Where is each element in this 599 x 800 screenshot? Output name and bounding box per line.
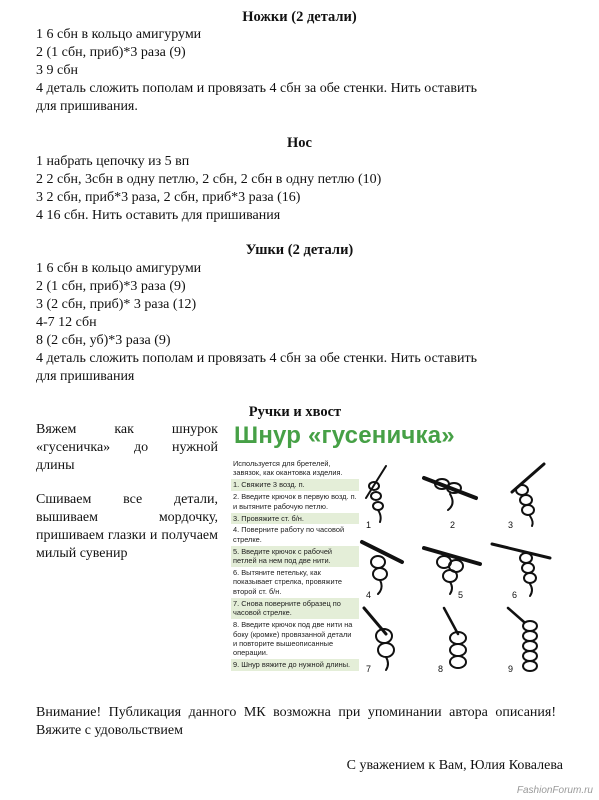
notice-text: Внимание! Публикация данного МК возможна при упоминании автора описания! Вяжите с удовольствием	[36, 705, 556, 738]
section-title-arms: Ручки и хвост	[248, 404, 342, 420]
ears-row-4: 4-7 12 сбн	[36, 315, 97, 330]
diagram-number: 3	[508, 520, 514, 530]
step-diagram-7	[364, 608, 394, 670]
figure-step: 2. Введите крючок в первую возд. п. и вытяните рабочую петлю.	[233, 492, 357, 511]
figure-step: 8. Введите крючок под две нити на боку (кромке) провязанной детали и повторите вышеописанные операции.	[233, 620, 353, 658]
diagram-number: 9	[508, 664, 514, 674]
legs-row-1: 1 6 сбн в кольцо амигуруми	[36, 27, 202, 42]
nose-row-1: 1 набрать цепочку из 5 вп	[36, 154, 190, 169]
diagram-number: 2	[450, 520, 456, 530]
caterpillar-cord-figure	[228, 420, 558, 682]
figure-title: Шнур «гусеничка»	[234, 422, 455, 449]
crochet-step-diagrams	[358, 458, 554, 680]
diagram-number: 7	[366, 664, 372, 674]
diagram-number: 8	[438, 664, 444, 674]
diagram-number: 4	[366, 590, 372, 600]
nose-row-3: 3 2 сбн, приб*3 раза, 2 сбн, приб*3 раза (16)	[36, 190, 301, 205]
step-diagram-6	[492, 544, 550, 596]
figure-step: 7. Снова поверните образец по часовой стрелке.	[231, 598, 359, 619]
step-diagram-3	[512, 464, 544, 526]
legs-row-4-cont: для пришивания.	[36, 99, 138, 114]
ears-row-1: 1 6 сбн в кольцо амигуруми	[36, 261, 202, 276]
figure-step: 6. Вытяните петельку, как показывает стрелка, провяжите второй ст. б/н.	[233, 568, 343, 596]
watermark: FashionForum.ru	[516, 785, 593, 796]
figure-steps	[231, 458, 359, 671]
nose-row-4: 4 16 сбн. Нить оставить для пришивания	[36, 208, 281, 223]
figure-step: 1. Свяжите 3 возд. п.	[231, 479, 359, 490]
assembly-instruction: Сшиваем все детали, вышиваем мордочку, пришиваем глазки и получаем милый сувенир	[36, 492, 218, 561]
figure-step: 3. Провяжите ст. б/н.	[231, 513, 359, 524]
diagram-number: 6	[512, 590, 518, 600]
section-title-legs: Ножки (2 детали)	[242, 9, 357, 25]
legs-row-4: 4 деталь сложить пополам и провязать 4 сбн за обе стенки. Нить оставить	[36, 81, 477, 96]
legs-row-2: 2 (1 сбн, приб)*3 раза (9)	[36, 45, 186, 60]
ears-row-3: 3 (2 сбн, приб)* 3 раза (12)	[36, 297, 197, 312]
signature: С уважением к Вам, Юлия Ковалева	[346, 758, 563, 773]
step-diagram-8	[444, 608, 466, 668]
ears-row-5: 8 (2 сбн, уб)*3 раза (9)	[36, 333, 171, 348]
ears-row-6-cont: для пришивания	[36, 369, 135, 384]
diagram-number: 5	[458, 590, 464, 600]
step-diagram-4	[362, 542, 402, 594]
ears-row-2: 2 (1 сбн, приб)*3 раза (9)	[36, 279, 186, 294]
figure-step: 4. Поверните работу по часовой стрелке.	[233, 525, 345, 544]
diagram-number: 1	[366, 520, 372, 530]
figure-step: Используется для бретелей, завязок, как окантовка изделия.	[233, 459, 343, 478]
legs-row-3: 3 9 сбн	[36, 63, 78, 78]
figure-step: 9. Шнур вяжите до нужной длины.	[231, 659, 359, 670]
ears-row-6: 4 деталь сложить пополам и провязать 4 сбн за обе стенки. Нить оставить	[36, 351, 477, 366]
nose-row-2: 2 2 сбн, 3сбн в одну петлю, 2 сбн, 2 сбн в одну петлю (10)	[36, 172, 382, 187]
arms-instruction: Вяжем как шнурок «гусеничка» до нужной длины	[36, 422, 218, 473]
step-diagram-5	[424, 548, 480, 594]
step-diagram-2	[424, 478, 476, 510]
section-title-nose: Нос	[287, 135, 312, 151]
step-diagram-9	[508, 608, 537, 671]
figure-step: 5. Введите крючок с рабочей петлей на нем под две нити.	[231, 546, 359, 567]
step-diagram-1	[366, 466, 386, 522]
section-title-ears: Ушки (2 детали)	[245, 242, 354, 258]
